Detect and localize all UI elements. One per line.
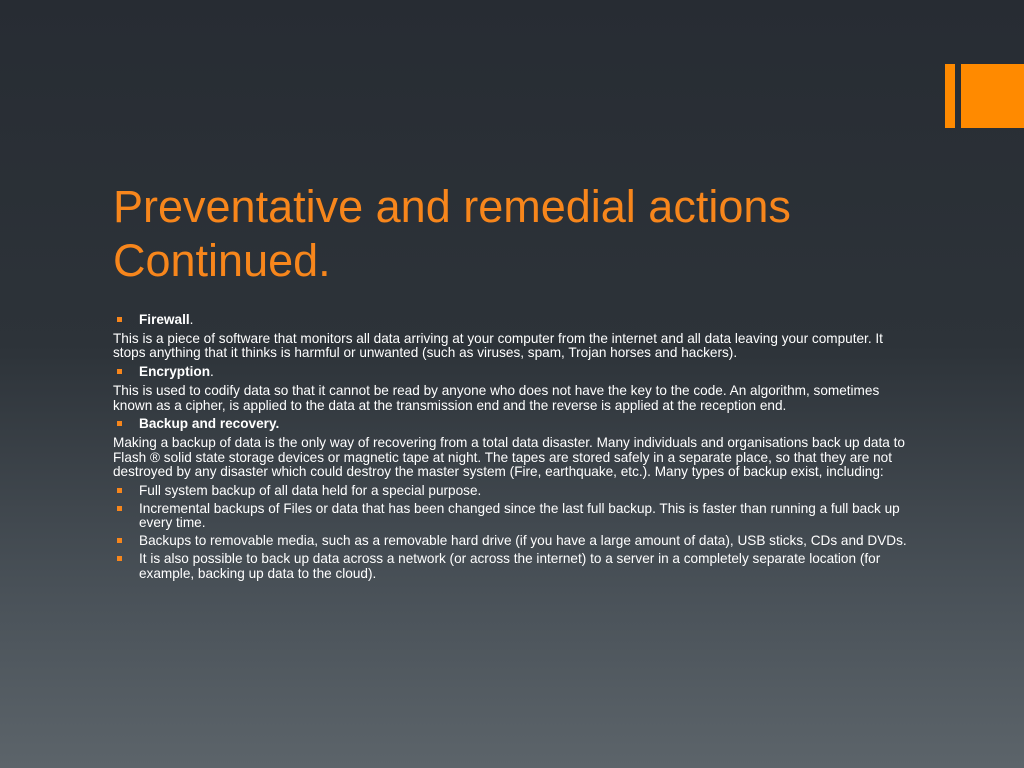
bullet-square-icon (117, 506, 122, 511)
backup-type-text: It is also possible to back up data across a network (or across the internet) to a server in a completely separate location (for example, backing up data to the cloud). (139, 550, 881, 581)
bullet-encryption (113, 365, 918, 380)
encryption-heading-suffix: . (210, 364, 214, 380)
slide-content (113, 313, 918, 584)
slide-title: Preventative and remedial actions Continued. (113, 181, 791, 286)
list-item (113, 484, 918, 499)
bullet-square-icon (117, 317, 122, 322)
backup-type-text: Full system backup of all data held for a special purpose. (139, 483, 482, 499)
firewall-heading: Firewall (139, 312, 190, 327)
firewall-description: This is a piece of software that monitors all data arriving at your computer from the internet and all data leaving your computer. It stops anything that it thinks is harmful or unwanted (such as viruses, spam, Trojan horses and hackers). (113, 330, 883, 361)
decorative-accent-bar-thin (945, 64, 955, 128)
list-item (113, 534, 918, 549)
bullet-square-icon (117, 556, 122, 561)
backup-description: Making a backup of data is the only way of recovering from a total data disaster. Many individuals and organisations back up data to Flash ® solid state storage devices or magnetic tape at night. The tapes are stored safely in a separate place, so that they are not destroyed by any disaster which could destroy the master system (Fire, earthquake, etc.). Many types of backup exist, including: (113, 434, 905, 480)
backup-type-text: Backups to removable media, such as a removable hard drive (if you have a large amount of data), USB sticks, CDs and DVDs. (139, 533, 907, 549)
bullet-backup (113, 417, 918, 432)
bullet-square-icon (117, 488, 122, 493)
decorative-accent-bar-thick (961, 64, 1024, 128)
encryption-heading: Encryption (139, 364, 210, 380)
bullet-square-icon (117, 369, 122, 374)
list-item (113, 502, 918, 531)
firewall-heading-suffix: . (189, 312, 194, 327)
bullet-firewall (113, 313, 918, 328)
backup-heading: Backup and recovery. (139, 416, 280, 432)
bullet-square-icon (117, 421, 122, 426)
encryption-description: This is used to codify data so that it cannot be read by anyone who does not have the key to the code. An algorithm, sometimes known as a cipher, is applied to the data at the transmission end and the reverse is applied at the reception end. (113, 382, 880, 413)
bullet-square-icon (117, 538, 122, 543)
list-item (113, 552, 918, 581)
backup-type-text: Incremental backups of Files or data that has been changed since the last full backup. This is faster than running a full back up every time. (139, 500, 900, 531)
